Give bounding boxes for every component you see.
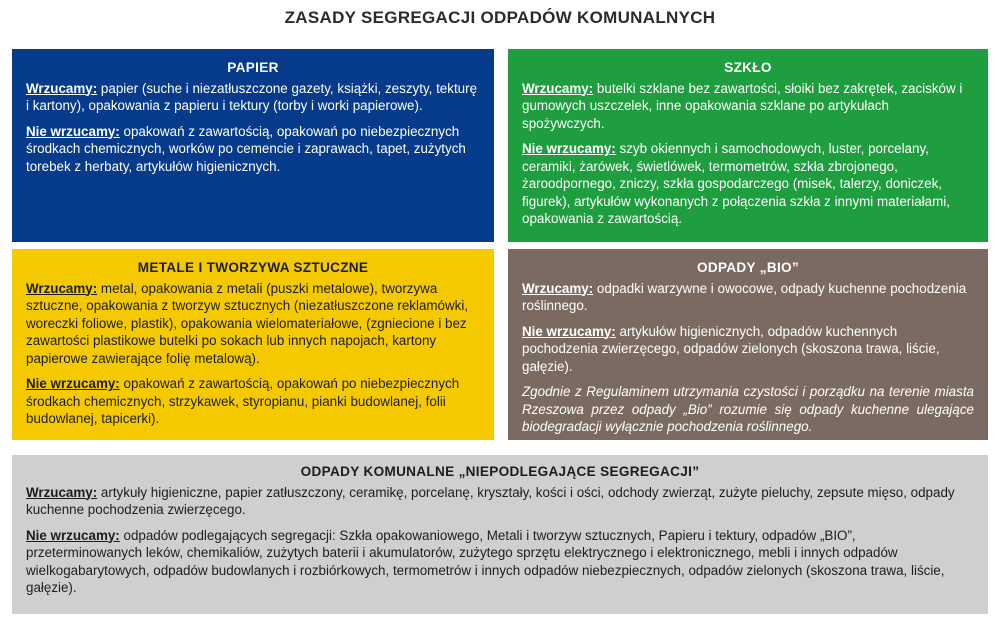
bio-regulation-note: Zgodnie z Regulaminem utrzymania czystości i porządku na terenie miasta Rzeszowa przez odpady „Bio” rozumie się odpady kuchenne ulegające biodegradacji wyłącznie pochodzenia roślinnego. <box>522 384 974 434</box>
komunalne-heading: ODPADY KOMUNALNE „NIEPODLEGAJĄCE SEGREGACJI” <box>300 464 700 479</box>
metale-allowed <box>26 280 480 368</box>
bio-forbidden-text: artykułów higienicznych, odpadów kuchennych pochodzenia zwierzęcego, odpadów zielonych (skoszona trawa, liście, gałęzie). <box>522 323 940 374</box>
page-title: ZASADY SEGREGACJI ODPADÓW KOMUNALNYCH <box>284 8 716 27</box>
bio-heading: ODPADY „BIO” <box>696 260 800 275</box>
bio-forbidden-label: Nie wrzucamy: <box>522 323 616 339</box>
komunalne-forbidden <box>26 527 974 597</box>
metale-forbidden <box>26 375 480 428</box>
szklo-panel <box>508 49 988 242</box>
szklo-allowed-label: Wrzucamy: <box>522 80 594 96</box>
bio-forbidden <box>522 323 974 376</box>
papier-forbidden-text: opakowań z zawartością, opakowań po niebezpiecznych środkach chemicznych, worków po cemencie i zaprawach, tapet, zużytych torebek z herbaty, artykułów higienicznych. <box>26 123 466 174</box>
papier-heading: PAPIER <box>227 60 279 75</box>
metale-allowed-label: Wrzucamy: <box>26 280 98 296</box>
metale-panel <box>12 249 494 440</box>
bio-allowed-label: Wrzucamy: <box>522 280 594 296</box>
metale-forbidden-text: opakowań z zawartością, opakowań po niebezpiecznych środkach chemicznych, strzykawek, styropianu, pianki budowlanej, folii budowlanej, tapicerki). <box>26 376 460 426</box>
szklo-forbidden-label: Nie wrzucamy: <box>522 141 616 156</box>
papier-allowed-text: papier (suche i niezatłuszczone gazety, książki, zeszyty, tekturę i kartony), opakowania z papieru i tektury (torby i worki papierowe). <box>26 80 478 113</box>
bio-panel <box>508 249 988 440</box>
komunalne-forbidden-label: Nie wrzucamy: <box>26 527 120 543</box>
papier-panel <box>12 49 494 242</box>
papier-allowed-label: Wrzucamy: <box>26 80 98 96</box>
metale-forbidden-label: Nie wrzucamy: <box>26 376 120 391</box>
komunalne-panel <box>12 455 988 614</box>
papier-forbidden-label: Nie wrzucamy: <box>26 123 120 139</box>
bio-allowed-text: odpadki warzywne i owocowe, odpady kuchenne pochodzenia roślinnego. <box>522 280 967 313</box>
metale-heading: METALE I TWORZYWA SZTUCZNE <box>137 260 369 275</box>
komunalne-forbidden-text: odpadów podlegających segregacji: Szkła opakowaniowego, Metali i tworzyw sztucznych, Papieru i tektury, odpadów „BIO”, przeterminowanych leków, chemikaliów, zużytych baterii i akumulatorów, zużytego sprzętu elektrycznego i elektronicznego, mebli i innych odpadów wielkogabarytowych, odpadów budowlanych i rozbiórkowych, termometrów i innych odpadów niebezpiecznych, odpadów zielonych (skoszona trawa, liście, gałęzie). <box>26 527 945 595</box>
papier-forbidden <box>26 123 480 176</box>
szklo-allowed <box>522 80 974 133</box>
szklo-heading: SZKŁO <box>724 60 772 75</box>
komunalne-allowed-label: Wrzucamy: <box>26 484 98 500</box>
komunalne-allowed <box>26 484 974 519</box>
bio-allowed <box>522 280 974 315</box>
papier-allowed <box>26 80 480 115</box>
metale-allowed-text: metal, opakowania z metali (puszki metalowe), tworzywa sztuczne, opakowania z tworzyw sztucznych (niezatłuszczone reklamówki, woreczki foliowe, plastik), opakowania wielomateriałowe, (zgniecione i bez zawartości plastikowe butelki po sokach lub innych napojach, kartony papierowe zawierające folię metalową). <box>26 280 469 366</box>
komunalne-allowed-text: artykuły higieniczne, papier zatłuszczony, ceramikę, porcelanę, kryształy, kości i ości, odchody zwierząt, zużyte pieluchy, zepsute mięso, odpady kuchenne pochodzenia zwierzęcego. <box>26 484 955 517</box>
szklo-forbidden <box>522 140 974 228</box>
szklo-allowed-text: butelki szklane bez zawartości, słoiki bez zakrętek, zacisków i gumowych uszczelek, inne opakowania szklane po artykułach spożywczych. <box>522 80 963 131</box>
szklo-forbidden-text: szyb okiennych i samochodowych, luster, porcelany, ceramiki, żarówek, świetlówek, termometrów, szkła zbrojonego, żaroodpornego, zniczy, szkła gospodarczego (misek, talerzy, doniczek, figurek), artykułów wykonanych z połączenia szkła z innymi materiałami, opakowania z zawartością. <box>522 141 950 226</box>
